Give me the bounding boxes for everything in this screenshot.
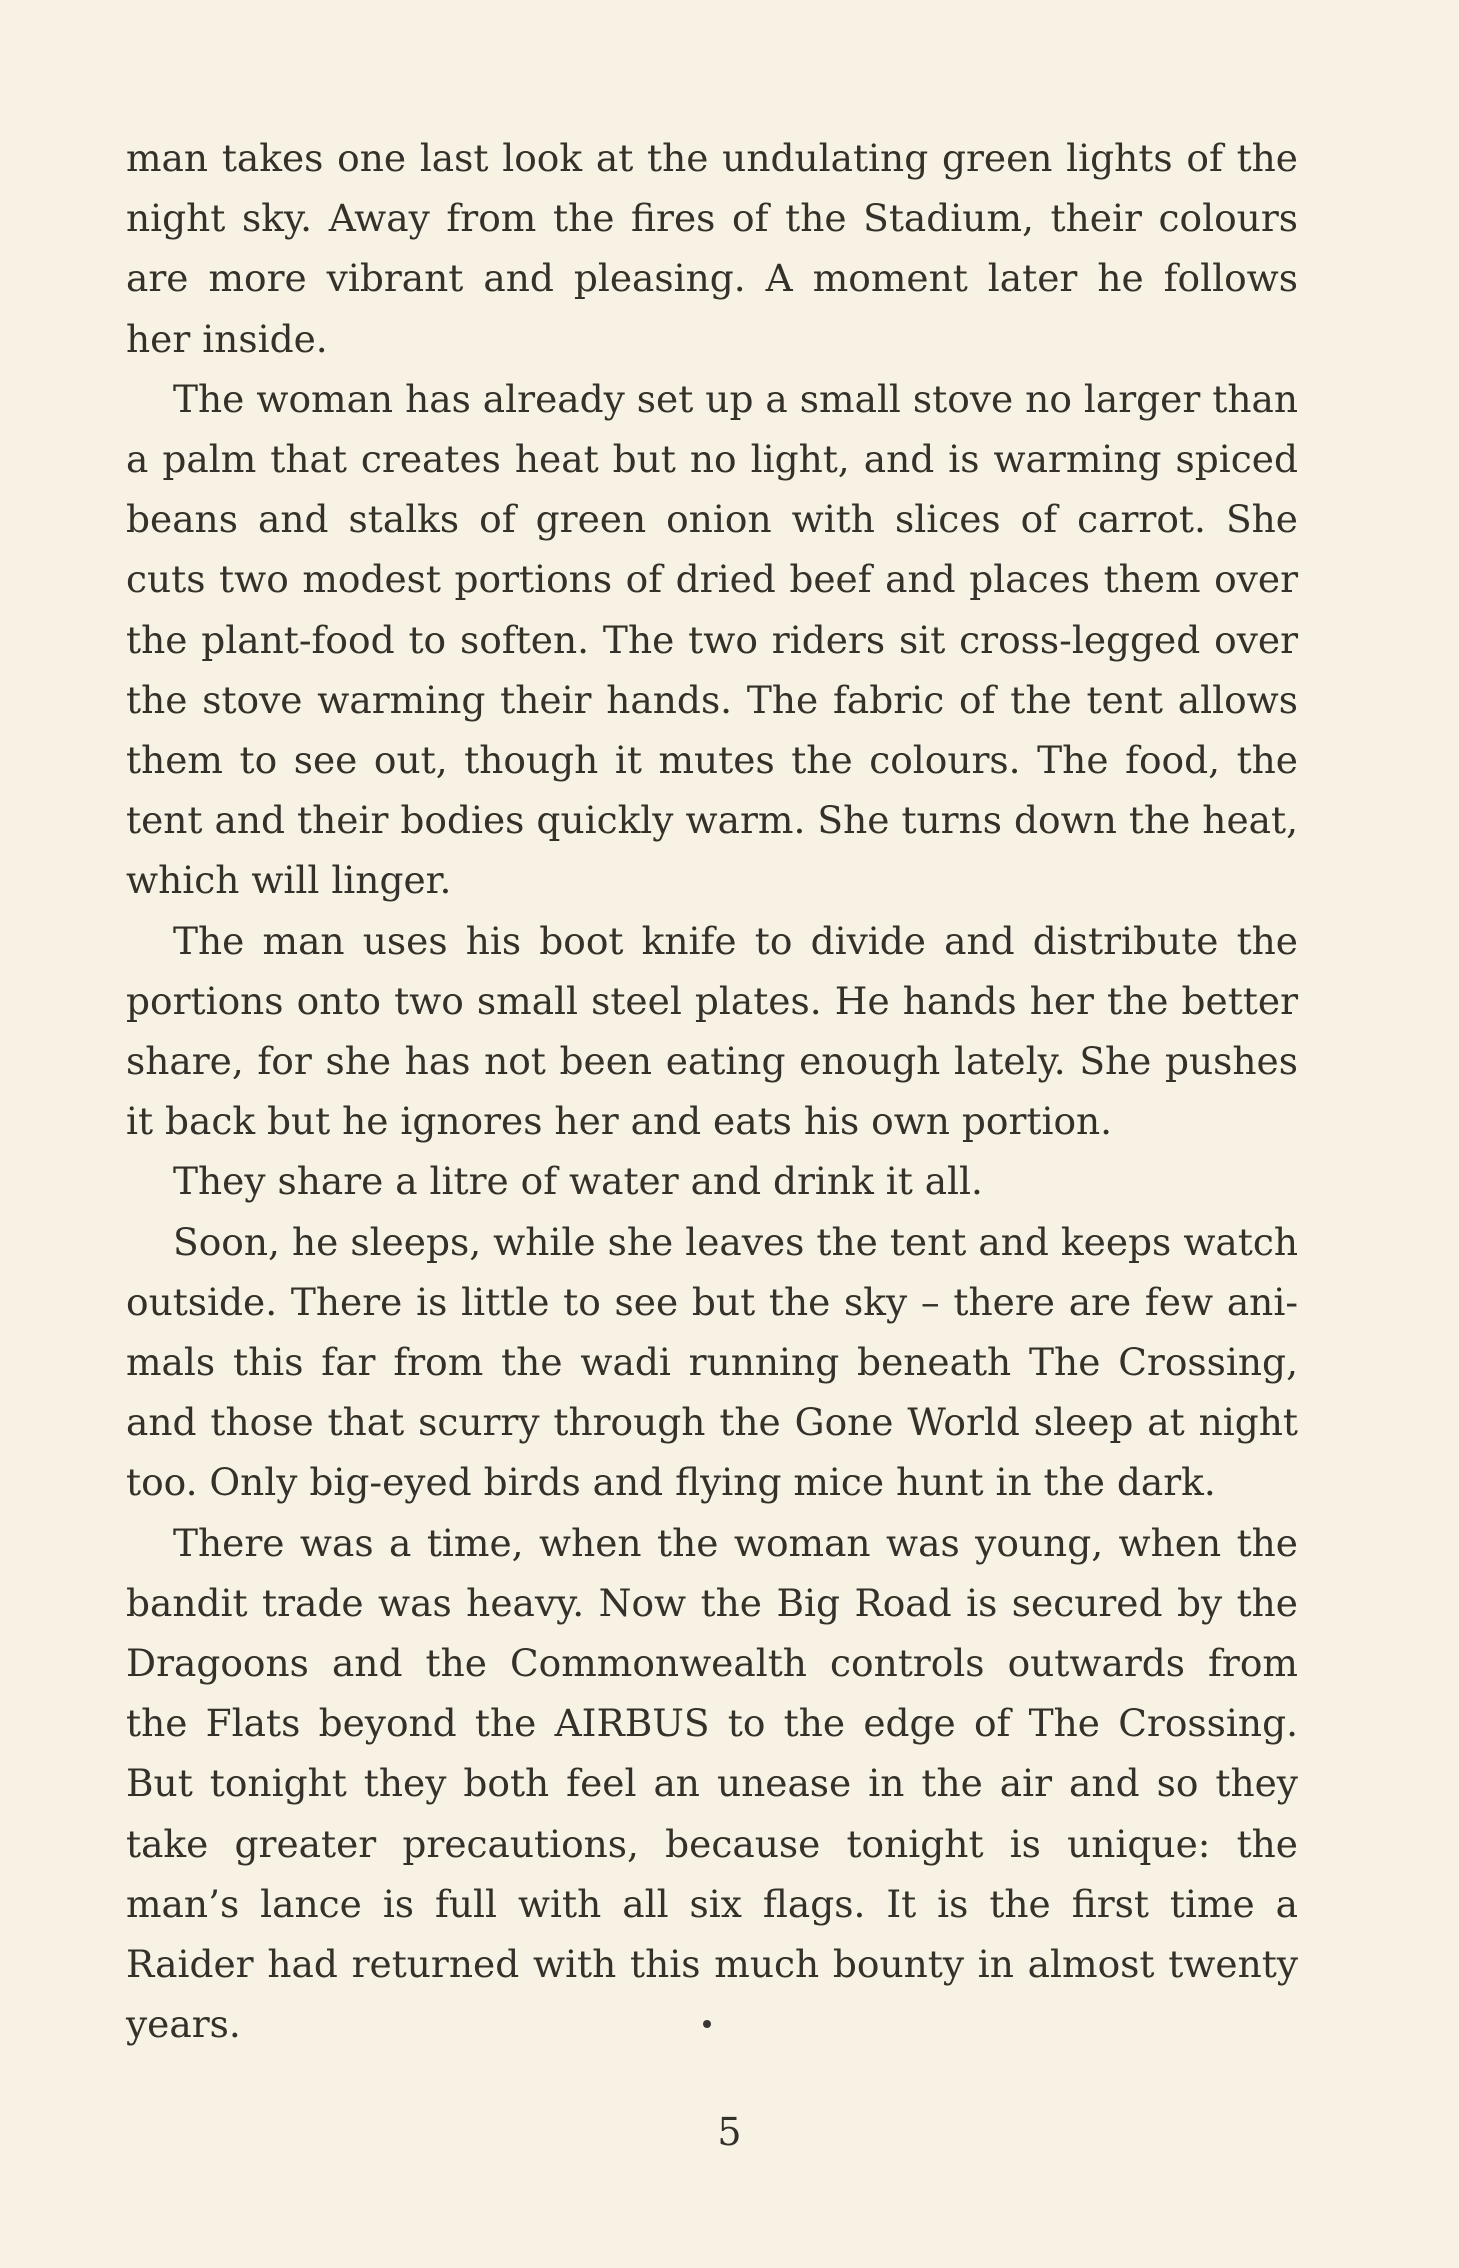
body-text xyxy=(126,128,1298,2055)
paragraph-continuation: man takes one last look at the undulating green lights of the night sky. Away from the fires of the Stadium, their colours are more vibrant and pleasing. A moment later he follows her inside. xyxy=(126,136,1298,361)
paragraph-bandit: There was a time, when the woman was young, when the bandit trade was heavy. Now the Big Road is secured by the Dragoons and the Commonwealth controls outwards from the Flats beyond the AIRBUS to the edge of The Crossing. But tonight they both feel an unease in the air and so they take greater precautions, because tonight is unique: the man’s lance is full with all six flags. It is the first time a Raider had returned with this much bounty in almost twenty years. xyxy=(126,1520,1298,2047)
paragraph-water: They share a litre of water and drink it all. xyxy=(173,1159,983,1204)
paragraph-watch: Soon, he sleeps, while she leaves the tent and keeps watch outside. There is little to see but the sky – there are few animals this far from the wadi running beneath The Crossing, and those that scurry through the Gone World sleep at night too. Only big-eyed birds and flying mice hunt in the dark. xyxy=(126,1219,1298,1505)
paragraph-portions: The man uses his boot knife to divide and distribute the portions onto two small steel plates. He hands her the better share, for she has not been eating enough lately. She pushes it back but he ignores her and eats his own portion. xyxy=(126,918,1298,1144)
section-break-dot xyxy=(703,2020,711,2028)
page-number: 5 xyxy=(717,2110,742,2154)
paragraph-stove: The woman has already set up a small stove no larger than a palm that creates heat but no light, and is warming spiced beans and stalks of green onion with slices of carrot. She cuts two modest portions of dried beef and places them over the plant-food to soften. The two riders sit cross-legged over the stove warming their hands. The fabric of the tent allows them to see out, though it mutes the colours. The food, the tent and their bodies quickly warm. She turns down the heat, which will linger. xyxy=(126,376,1298,903)
